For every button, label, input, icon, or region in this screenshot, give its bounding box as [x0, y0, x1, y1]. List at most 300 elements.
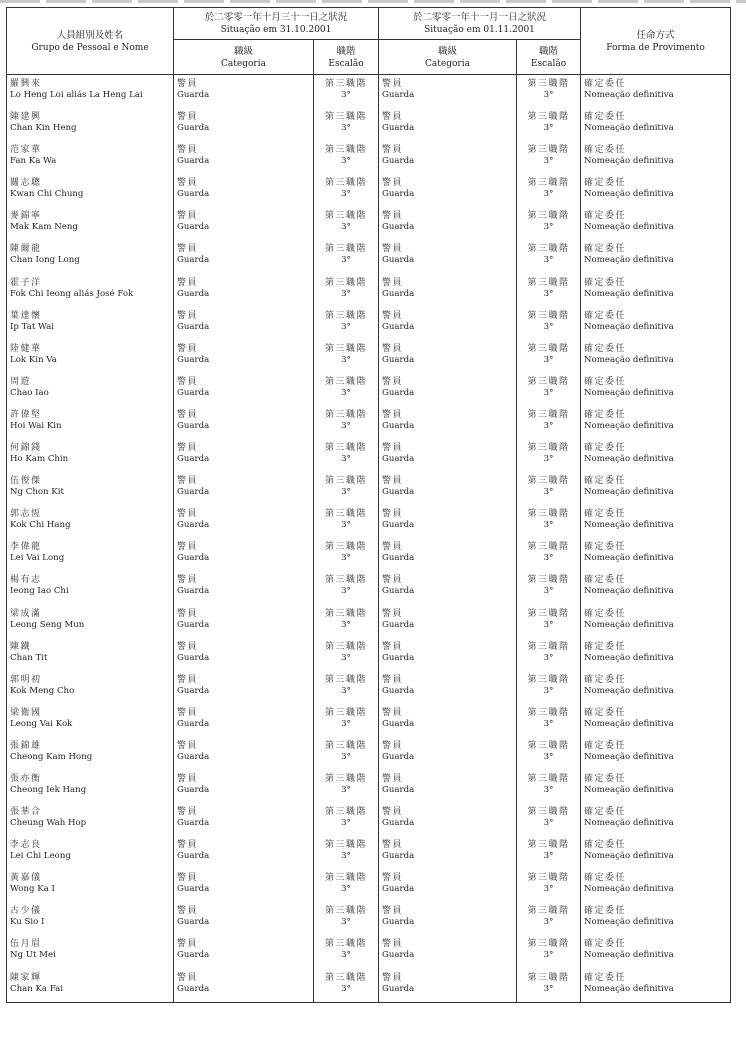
- category-after: [379, 472, 517, 505]
- category-before-pt: Guarda: [177, 387, 210, 398]
- provision-type-zh: 確定委任: [584, 409, 627, 420]
- provision-type-zh: 確定委任: [584, 211, 627, 222]
- step-after-zh: 第三職階: [527, 178, 570, 189]
- person-name-zh: 伍月眉: [10, 939, 42, 950]
- step-before-zh: 第三職階: [325, 939, 368, 950]
- category-before-pt: Guarda: [177, 983, 210, 994]
- step-after-zh: 第三職階: [527, 343, 570, 354]
- step-before: [314, 770, 379, 803]
- person-name: [7, 770, 174, 803]
- category-after-zh: 警員: [382, 939, 404, 950]
- category-after-pt: Guarda: [382, 420, 415, 431]
- step-after-zh: 第三職階: [527, 211, 570, 222]
- provision-type-pt: Nomeação definitiva: [584, 983, 674, 994]
- person-name-zh: 何錦錢: [10, 443, 42, 454]
- category-after: [379, 373, 517, 406]
- category-after-zh: 警員: [382, 509, 404, 520]
- category-after-zh: 警員: [382, 840, 404, 851]
- category-after-zh: 警員: [382, 112, 404, 123]
- step-after-pt: 3°: [543, 619, 554, 630]
- provision-type-zh: 確定委任: [584, 443, 627, 454]
- provision-type-pt: Nomeação definitiva: [584, 420, 674, 431]
- step-before: [314, 373, 379, 406]
- provision-type: [581, 969, 731, 1003]
- category-before: [174, 141, 314, 174]
- step-before-pt: 3°: [341, 487, 351, 498]
- step-before: [314, 274, 379, 307]
- person-name-zh: 陳爾龍: [10, 244, 42, 255]
- step-after-zh: 第三職階: [527, 873, 570, 884]
- person-name-pt: Lo Heng Loi aliás La Heng Lai: [10, 90, 143, 100]
- header-person-pt: Grupo de Pessoal e Nome: [31, 43, 149, 53]
- category-after-zh: 警員: [382, 443, 404, 454]
- table-row: [7, 75, 731, 109]
- person-name-pt: Fan Ka Wa: [10, 156, 57, 167]
- step-after: [517, 472, 581, 505]
- provision-type-zh: 確定委任: [584, 873, 627, 884]
- category-after: [379, 737, 517, 770]
- table-row: [7, 439, 731, 472]
- step-after: [517, 538, 581, 571]
- table-row: [7, 671, 731, 704]
- step-after-pt: 3°: [543, 90, 554, 100]
- step-after-pt: 3°: [543, 156, 554, 167]
- person-name: [7, 737, 174, 770]
- provision-type: [581, 869, 731, 902]
- person-name-pt: Cheong Kam Hong: [10, 751, 93, 762]
- provision-type-zh: 確定委任: [584, 807, 627, 818]
- step-after: [517, 274, 581, 307]
- category-before-pt: Guarda: [177, 553, 210, 564]
- person-name-zh: 張錦雄: [10, 740, 42, 751]
- provision-type: [581, 406, 731, 439]
- category-after-zh: 警員: [382, 376, 404, 387]
- person-name-zh: 周遊: [10, 376, 32, 387]
- provision-type-zh: 確定委任: [584, 244, 627, 255]
- step-after-pt: 3°: [543, 718, 554, 729]
- category-before-pt: Guarda: [177, 718, 210, 729]
- category-before-pt: Guarda: [177, 288, 210, 299]
- provision-type: [581, 207, 731, 240]
- category-after-pt: Guarda: [382, 553, 415, 564]
- person-name: [7, 505, 174, 538]
- provision-type-pt: Nomeação definitiva: [584, 884, 674, 895]
- step-before-pt: 3°: [341, 718, 351, 729]
- table-row: [7, 803, 731, 836]
- step-before-pt: 3°: [341, 851, 351, 862]
- provision-type-pt: Nomeação definitiva: [584, 917, 674, 928]
- person-name: [7, 869, 174, 902]
- header-step-zh: 職階: [336, 46, 356, 57]
- step-before-pt: 3°: [341, 156, 351, 167]
- category-after-pt: Guarda: [382, 619, 415, 630]
- category-after-pt: Guarda: [382, 851, 415, 862]
- step-after-zh: 第三職階: [527, 807, 570, 818]
- person-name-pt: Chan Iong Long: [10, 255, 80, 266]
- person-name-zh: 梁衛國: [10, 707, 42, 718]
- table-row: [7, 373, 731, 406]
- person-name: [7, 207, 174, 240]
- category-before-zh: 警員: [177, 476, 199, 487]
- person-name-zh: 陳家輝: [10, 972, 42, 983]
- category-before: [174, 671, 314, 704]
- step-before: [314, 638, 379, 671]
- provision-type-zh: 確定委任: [584, 840, 627, 851]
- category-after-zh: 警員: [382, 343, 404, 354]
- step-before-zh: 第三職階: [325, 542, 368, 553]
- category-before-zh: 警員: [177, 939, 199, 950]
- category-before: [174, 902, 314, 935]
- person-name-pt: Chan Tit: [10, 652, 48, 663]
- step-after-zh: 第三職階: [527, 707, 570, 718]
- category-before: [174, 803, 314, 836]
- provision-type: [581, 836, 731, 869]
- person-name: [7, 935, 174, 968]
- category-after: [379, 307, 517, 340]
- category-before-pt: Guarda: [177, 950, 210, 961]
- step-before-pt: 3°: [341, 420, 351, 431]
- category-after-pt: Guarda: [382, 950, 415, 961]
- step-after-pt: 3°: [543, 222, 554, 233]
- step-before: [314, 671, 379, 704]
- category-before-pt: Guarda: [177, 685, 210, 696]
- table-row: [7, 935, 731, 968]
- category-before-pt: Guarda: [177, 586, 210, 597]
- provision-type: [581, 108, 731, 141]
- category-after-pt: Guarda: [382, 652, 415, 663]
- provision-type-pt: Nomeação definitiva: [584, 354, 674, 365]
- provision-type-zh: 確定委任: [584, 542, 627, 553]
- header-before-pt: Situação em 31.10.2001: [220, 25, 332, 35]
- header-before-zh: 於二零零一年十月三十一日之狀況: [204, 12, 348, 23]
- person-name: [7, 141, 174, 174]
- table-row: [7, 869, 731, 902]
- step-after: [517, 240, 581, 273]
- header-provision-pt: Forma de Provimento: [606, 43, 705, 53]
- category-before-zh: 警員: [177, 807, 199, 818]
- person-name: [7, 571, 174, 604]
- table-row: [7, 274, 731, 307]
- category-before-zh: 警員: [177, 608, 199, 619]
- step-after-zh: 第三職階: [527, 906, 570, 917]
- person-name-pt: Ip Tat Wai: [10, 321, 54, 332]
- category-before: [174, 240, 314, 273]
- category-before: [174, 638, 314, 671]
- category-before-zh: 警員: [177, 310, 199, 321]
- step-after-zh: 第三職階: [527, 575, 570, 586]
- person-name-pt: Ieong Iao Chi: [10, 586, 69, 597]
- category-before: [174, 869, 314, 902]
- step-before: [314, 902, 379, 935]
- step-before-pt: 3°: [341, 354, 351, 365]
- category-after-zh: 警員: [382, 707, 404, 718]
- step-before: [314, 240, 379, 273]
- step-after-zh: 第三職階: [527, 542, 570, 553]
- category-after-zh: 警員: [382, 277, 404, 288]
- person-name: [7, 274, 174, 307]
- provision-type: [581, 472, 731, 505]
- category-after: [379, 571, 517, 604]
- provision-type-pt: Nomeação definitiva: [584, 818, 674, 829]
- provision-type-pt: Nomeação definitiva: [584, 520, 674, 531]
- person-name-pt: Chan Ka Fai: [10, 983, 64, 994]
- category-before-pt: Guarda: [177, 321, 210, 332]
- provision-type-pt: Nomeação definitiva: [584, 156, 674, 167]
- step-before-zh: 第三職階: [325, 244, 368, 255]
- step-after: [517, 571, 581, 604]
- person-name-pt: Wong Ka I: [10, 884, 55, 895]
- step-after: [517, 605, 581, 638]
- table-row: [7, 174, 731, 207]
- category-before: [174, 571, 314, 604]
- person-name-pt: Ho Kam Chin: [10, 454, 69, 465]
- step-before-pt: 3°: [341, 751, 351, 762]
- provision-type-zh: 確定委任: [584, 178, 627, 189]
- header-step-pt: Escalão: [530, 59, 567, 69]
- step-before-pt: 3°: [341, 784, 351, 795]
- category-after-pt: Guarda: [382, 983, 415, 994]
- category-after: [379, 240, 517, 273]
- category-after: [379, 902, 517, 935]
- provision-type: [581, 605, 731, 638]
- step-before-zh: 第三職階: [325, 674, 368, 685]
- category-after: [379, 969, 517, 1003]
- person-name: [7, 902, 174, 935]
- provision-type: [581, 770, 731, 803]
- category-after-pt: Guarda: [382, 818, 415, 829]
- provision-type-zh: 確定委任: [584, 707, 627, 718]
- provision-type: [581, 439, 731, 472]
- category-after: [379, 505, 517, 538]
- person-name: [7, 836, 174, 869]
- step-after-zh: 第三職階: [527, 443, 570, 454]
- category-before-zh: 警員: [177, 873, 199, 884]
- person-name-zh: 黃嘉儀: [10, 873, 42, 884]
- category-before: [174, 439, 314, 472]
- step-before: [314, 538, 379, 571]
- category-after-pt: Guarda: [382, 685, 415, 696]
- step-after: [517, 671, 581, 704]
- provision-type-pt: Nomeação definitiva: [584, 619, 674, 630]
- step-after: [517, 737, 581, 770]
- category-before-zh: 警員: [177, 178, 199, 189]
- person-name: [7, 240, 174, 273]
- person-name: [7, 704, 174, 737]
- header-provision-zh: 任命方式: [636, 30, 675, 41]
- person-name: [7, 75, 174, 109]
- header-situation-before: [174, 8, 379, 40]
- category-before-zh: 警員: [177, 443, 199, 454]
- step-after: [517, 836, 581, 869]
- category-after-pt: Guarda: [382, 354, 415, 365]
- step-after: [517, 869, 581, 902]
- category-after-pt: Guarda: [382, 454, 415, 465]
- step-before-pt: 3°: [341, 321, 351, 332]
- category-before: [174, 373, 314, 406]
- category-after: [379, 207, 517, 240]
- category-before: [174, 969, 314, 1003]
- step-after: [517, 935, 581, 968]
- category-before-zh: 警員: [177, 145, 199, 156]
- category-after: [379, 538, 517, 571]
- category-after: [379, 803, 517, 836]
- header-after-pt: Situação em 01.11.2001: [424, 25, 535, 35]
- table-row: [7, 605, 731, 638]
- step-before-zh: 第三職階: [325, 972, 368, 983]
- step-before: [314, 969, 379, 1003]
- step-after: [517, 505, 581, 538]
- category-before-zh: 警員: [177, 840, 199, 851]
- category-before: [174, 406, 314, 439]
- person-name-zh: 李偉龍: [10, 542, 42, 553]
- category-after-zh: 警員: [382, 476, 404, 487]
- category-before-pt: Guarda: [177, 784, 210, 795]
- category-after: [379, 406, 517, 439]
- step-before-zh: 第三職階: [325, 376, 368, 387]
- header-situation-after: [379, 8, 581, 40]
- category-after-pt: Guarda: [382, 387, 415, 398]
- step-after: [517, 803, 581, 836]
- category-before: [174, 307, 314, 340]
- header-person-zh: 人員組別及姓名: [56, 30, 124, 41]
- step-after-pt: 3°: [543, 751, 554, 762]
- step-after: [517, 969, 581, 1003]
- person-name-pt: Lei Chi Leong: [10, 851, 71, 862]
- category-before-pt: Guarda: [177, 917, 210, 928]
- step-before-zh: 第三職階: [325, 79, 368, 89]
- step-after-pt: 3°: [543, 420, 554, 431]
- person-name-zh: 陳鐵: [10, 641, 32, 652]
- provision-type-pt: Nomeação definitiva: [584, 288, 674, 299]
- person-name-pt: Chao Iao: [10, 387, 49, 398]
- person-name-pt: Kok Chi Hang: [10, 520, 71, 531]
- person-name-zh: 陸健華: [10, 343, 42, 354]
- category-after: [379, 605, 517, 638]
- provision-type-pt: Nomeação definitiva: [584, 751, 674, 762]
- step-before-zh: 第三職階: [325, 211, 368, 222]
- person-name-zh: 張華合: [10, 807, 42, 818]
- category-after: [379, 274, 517, 307]
- person-name-pt: Lok Kin Va: [10, 354, 57, 365]
- category-before-pt: Guarda: [177, 222, 210, 233]
- category-before-zh: 警員: [177, 972, 199, 983]
- table-row: [7, 902, 731, 935]
- step-before-zh: 第三職階: [325, 509, 368, 520]
- category-before-pt: Guarda: [177, 751, 210, 762]
- header-step-before: [314, 40, 379, 75]
- category-after-zh: 警員: [382, 79, 404, 89]
- step-after-zh: 第三職階: [527, 641, 570, 652]
- step-before-zh: 第三職階: [325, 807, 368, 818]
- category-before: [174, 207, 314, 240]
- category-before-zh: 警員: [177, 112, 199, 123]
- provision-type-zh: 確定委任: [584, 773, 627, 784]
- person-name-pt: Kok Meng Cho: [10, 685, 75, 696]
- step-after-pt: 3°: [543, 123, 554, 134]
- table-row: [7, 505, 731, 538]
- provision-type-zh: 確定委任: [584, 112, 627, 123]
- category-after-pt: Guarda: [382, 156, 415, 167]
- step-after-zh: 第三職階: [527, 376, 570, 387]
- person-name: [7, 605, 174, 638]
- category-after-pt: Guarda: [382, 784, 415, 795]
- person-name: [7, 472, 174, 505]
- person-name: [7, 803, 174, 836]
- category-after: [379, 935, 517, 968]
- step-after-pt: 3°: [543, 917, 554, 928]
- category-before-zh: 警員: [177, 244, 199, 255]
- category-before-zh: 警員: [177, 773, 199, 784]
- step-before-zh: 第三職階: [325, 740, 368, 751]
- step-after-zh: 第三職階: [527, 476, 570, 487]
- step-before-pt: 3°: [341, 619, 351, 630]
- step-before-zh: 第三職階: [325, 443, 368, 454]
- step-before: [314, 605, 379, 638]
- provision-type-pt: Nomeação definitiva: [584, 950, 674, 961]
- category-before-zh: 警員: [177, 509, 199, 520]
- step-after: [517, 770, 581, 803]
- category-after-pt: Guarda: [382, 718, 415, 729]
- category-before: [174, 704, 314, 737]
- step-before-zh: 第三職階: [325, 641, 368, 652]
- person-name: [7, 406, 174, 439]
- scan-edge-line: [0, 0, 746, 3]
- category-before: [174, 935, 314, 968]
- person-name-zh: 陳建興: [10, 112, 42, 123]
- person-name: [7, 108, 174, 141]
- step-before: [314, 869, 379, 902]
- header-step-zh: 職階: [539, 46, 559, 57]
- step-before-zh: 第三職階: [325, 773, 368, 784]
- table-row: [7, 836, 731, 869]
- category-before-pt: Guarda: [177, 90, 210, 100]
- person-name-pt: Fok Chi Ieong aliás José Fok: [10, 288, 134, 299]
- step-after-zh: 第三職階: [527, 939, 570, 950]
- step-before: [314, 704, 379, 737]
- person-name-pt: Cheung Wah Hop: [10, 818, 87, 829]
- provision-type-zh: 確定委任: [584, 277, 627, 288]
- person-name: [7, 340, 174, 373]
- category-after-zh: 警員: [382, 542, 404, 553]
- category-after-pt: Guarda: [382, 487, 415, 498]
- category-before-pt: Guarda: [177, 619, 210, 630]
- step-after-zh: 第三職階: [527, 740, 570, 751]
- provision-type-pt: Nomeação definitiva: [584, 487, 674, 498]
- provision-type-pt: Nomeação definitiva: [584, 652, 674, 663]
- step-before-pt: 3°: [341, 586, 351, 597]
- step-after-zh: 第三職階: [527, 277, 570, 288]
- step-after-zh: 第三職階: [527, 112, 570, 123]
- header-category-before: [174, 40, 314, 75]
- category-after-pt: Guarda: [382, 288, 415, 299]
- step-before-pt: 3°: [341, 983, 351, 994]
- provision-type-zh: 確定委任: [584, 310, 627, 321]
- provision-type-pt: Nomeação definitiva: [584, 718, 674, 729]
- step-after-pt: 3°: [543, 851, 554, 862]
- step-after-pt: 3°: [543, 983, 554, 994]
- category-before-zh: 警員: [177, 211, 199, 222]
- category-before-zh: 警員: [177, 277, 199, 288]
- category-before-zh: 警員: [177, 707, 199, 718]
- category-before: [174, 737, 314, 770]
- step-after-zh: 第三職階: [527, 840, 570, 851]
- step-before-zh: 第三職階: [325, 840, 368, 851]
- category-after-pt: Guarda: [382, 586, 415, 597]
- step-before: [314, 174, 379, 207]
- person-name-zh: 霍子洋: [10, 277, 42, 288]
- provision-type: [581, 174, 731, 207]
- step-before-pt: 3°: [341, 950, 351, 961]
